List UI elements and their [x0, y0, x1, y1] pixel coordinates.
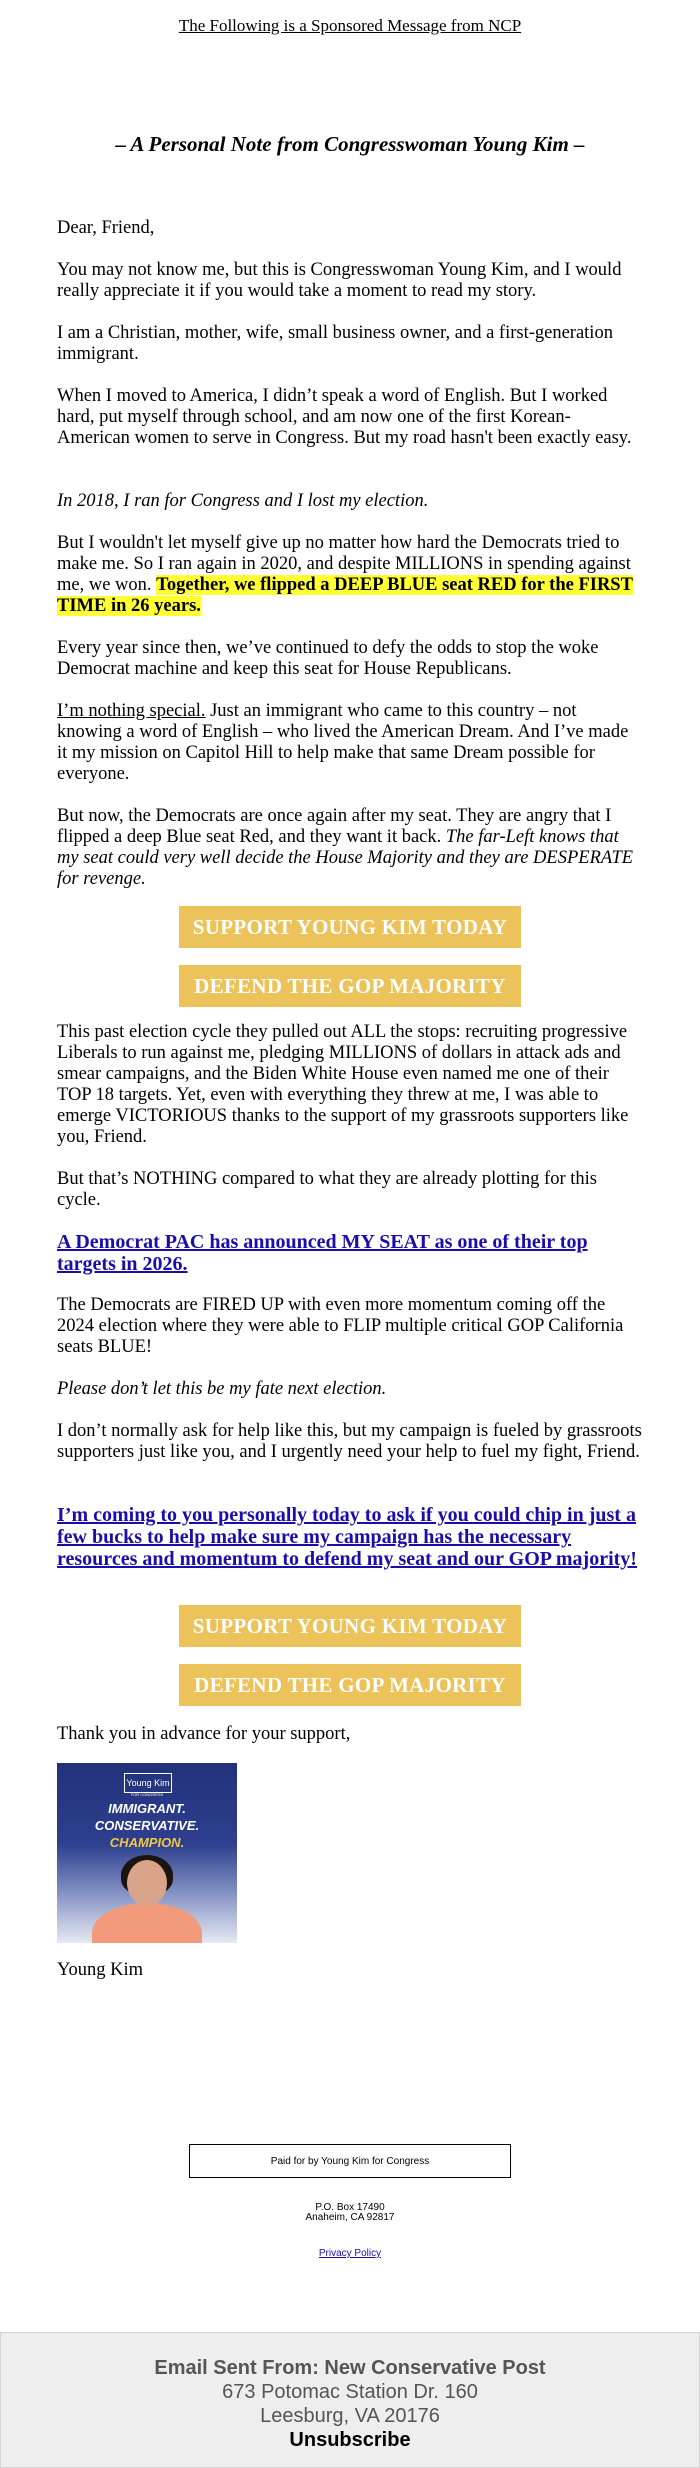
young-kim-logo: Young Kim: [124, 1773, 172, 1793]
greeting: Dear, Friend,: [57, 218, 155, 238]
angry-text: But now, the Democrats are once again after my seat. They are angry that I flipped a deep Blue seat Red, and they want it back.: [57, 806, 612, 847]
paragraph-last-cycle: This past election cycle they pulled out ALL the stops: recruiting progressive Liberals to run against me, pledging MILLIONS of dollars in attack ads and smear campaigns, and the Biden White House even named me one of their TOP 18 targets. Yet, even with everything they threw at me, I was able to emerge VICTORIOUS thanks to the support of my grassroots supporters like you, Friend.: [57, 1022, 629, 1147]
email-footer: [0, 2332, 700, 2468]
paragraph-fate: Please don’t let this be my fate next election.: [57, 1379, 387, 1399]
won-text: But I wouldn't let myself give up no matter how hard the Democrats tried to make me. So I ran again in 2020, and despite MILLIONS in spending against me, we won.: [57, 533, 631, 595]
email-sent-from: Email Sent From: New Conservative Post: [154, 2357, 546, 2379]
paragraph-lost-election: In 2018, I ran for Congress and I lost my election.: [57, 491, 429, 511]
footer-street: 673 Potomac Station Dr. 160: [222, 2381, 478, 2403]
link-chip-in[interactable]: [57, 1505, 643, 1571]
letter-title: – A Personal Note from Congresswoman Young Kim –: [115, 132, 585, 156]
immigrant-text: Just an immigrant who came to this country – not knowing a word of English – who lived the American Dream. And I’ve made it my mission on Capitol Hill to help make that same Dream possible for everyone.: [57, 701, 629, 784]
paid-for-disclaimer: Paid for by Young Kim for Congress: [189, 2144, 511, 2178]
paragraph-story: When I moved to America, I didn’t speak a word of English. But I worked hard, put myself through school, and am now one of the first Korean-American women to serve in Congress. But my road hasn't been exactly easy.: [57, 386, 632, 448]
signature: Young Kim: [57, 1960, 144, 1980]
paragraph-identity: I am a Christian, mother, wife, small business owner, and a first-generation immigrant.: [57, 323, 613, 364]
defend-gop-majority-button-2[interactable]: DEFEND THE GOP MAJORITY: [179, 1664, 521, 1706]
paragraph-fired-up: The Democrats are FIRED UP with even more momentum coming off the 2024 election where they were able to FLIP multiple critical GOP California seats BLUE!: [57, 1295, 624, 1357]
paragraph-intro: You may not know me, but this is Congresswoman Young Kim, and I would really appreciate it if you would take a moment to read my story.: [57, 260, 622, 301]
po-box: P.O. Box 17490: [315, 2202, 385, 2213]
democrat-pac-link[interactable]: A Democrat PAC has announced MY SEAT as one of their top targets in 2026.: [57, 1231, 588, 1275]
paragraph-nothing-special: [57, 701, 643, 785]
tagline-immigrant: IMMIGRANT.: [108, 1801, 186, 1816]
chip-in-link[interactable]: I’m coming to you personally today to ask if you could chip in just a few bucks to help make sure my campaign has the necessary resources and momentum to defend my seat and our GOP majority!: [57, 1504, 637, 1570]
paragraph-defy-odds: Every year since then, we’ve continued to defy the odds to stop the woke Democrat machine and keep this seat for House Republicans.: [57, 638, 599, 679]
defend-gop-majority-button[interactable]: DEFEND THE GOP MAJORITY: [179, 965, 521, 1007]
paragraph-plotting: But that’s NOTHING compared to what they are already plotting for this cycle.: [57, 1169, 597, 1210]
disclaimer-city: Anaheim, CA 92817: [305, 2212, 395, 2223]
support-young-kim-button-2[interactable]: SUPPORT YOUNG KIM TODAY: [179, 1605, 521, 1647]
unsubscribe-link[interactable]: Unsubscribe: [289, 2429, 411, 2451]
thank-you-line: Thank you in advance for your support,: [57, 1724, 351, 1744]
flipped-highlight: Together, we flipped a DEEP BLUE seat RED for the FIRST TIME in 26 years.: [57, 575, 633, 616]
young-kim-campaign-photo: [57, 1763, 237, 1943]
tagline-conservative: CONSERVATIVE.: [94, 1818, 200, 1833]
logo-subtitle: FOR CONGRESS: [130, 1792, 164, 1797]
portrait-shoulders: [92, 1903, 202, 1943]
nothing-special-text: I’m nothing special.: [57, 701, 206, 721]
support-young-kim-button[interactable]: SUPPORT YOUNG KIM TODAY: [179, 906, 521, 948]
paragraph-ask-help: I don’t normally ask for help like this, but my campaign is fueled by grassroots supporters just like you, and I urgently need your help to fuel my fight, Friend.: [57, 1421, 642, 1462]
footer-city: Leesburg, VA 20176: [260, 2405, 440, 2427]
paragraph-after-seat: [57, 806, 643, 890]
privacy-policy-link[interactable]: Privacy Policy: [318, 2248, 382, 2259]
portrait-face: [127, 1860, 167, 1906]
desperate-text: The far-Left knows that my seat could very well decide the House Majority and they are DESPERATE for revenge.: [57, 827, 634, 889]
sponsored-header-link[interactable]: The Following is a Sponsored Message from NCP: [178, 16, 522, 35]
link-democrat-pac[interactable]: [57, 1232, 643, 1276]
paragraph-won: [57, 533, 643, 617]
tagline-champion: CHAMPION.: [109, 1835, 185, 1850]
